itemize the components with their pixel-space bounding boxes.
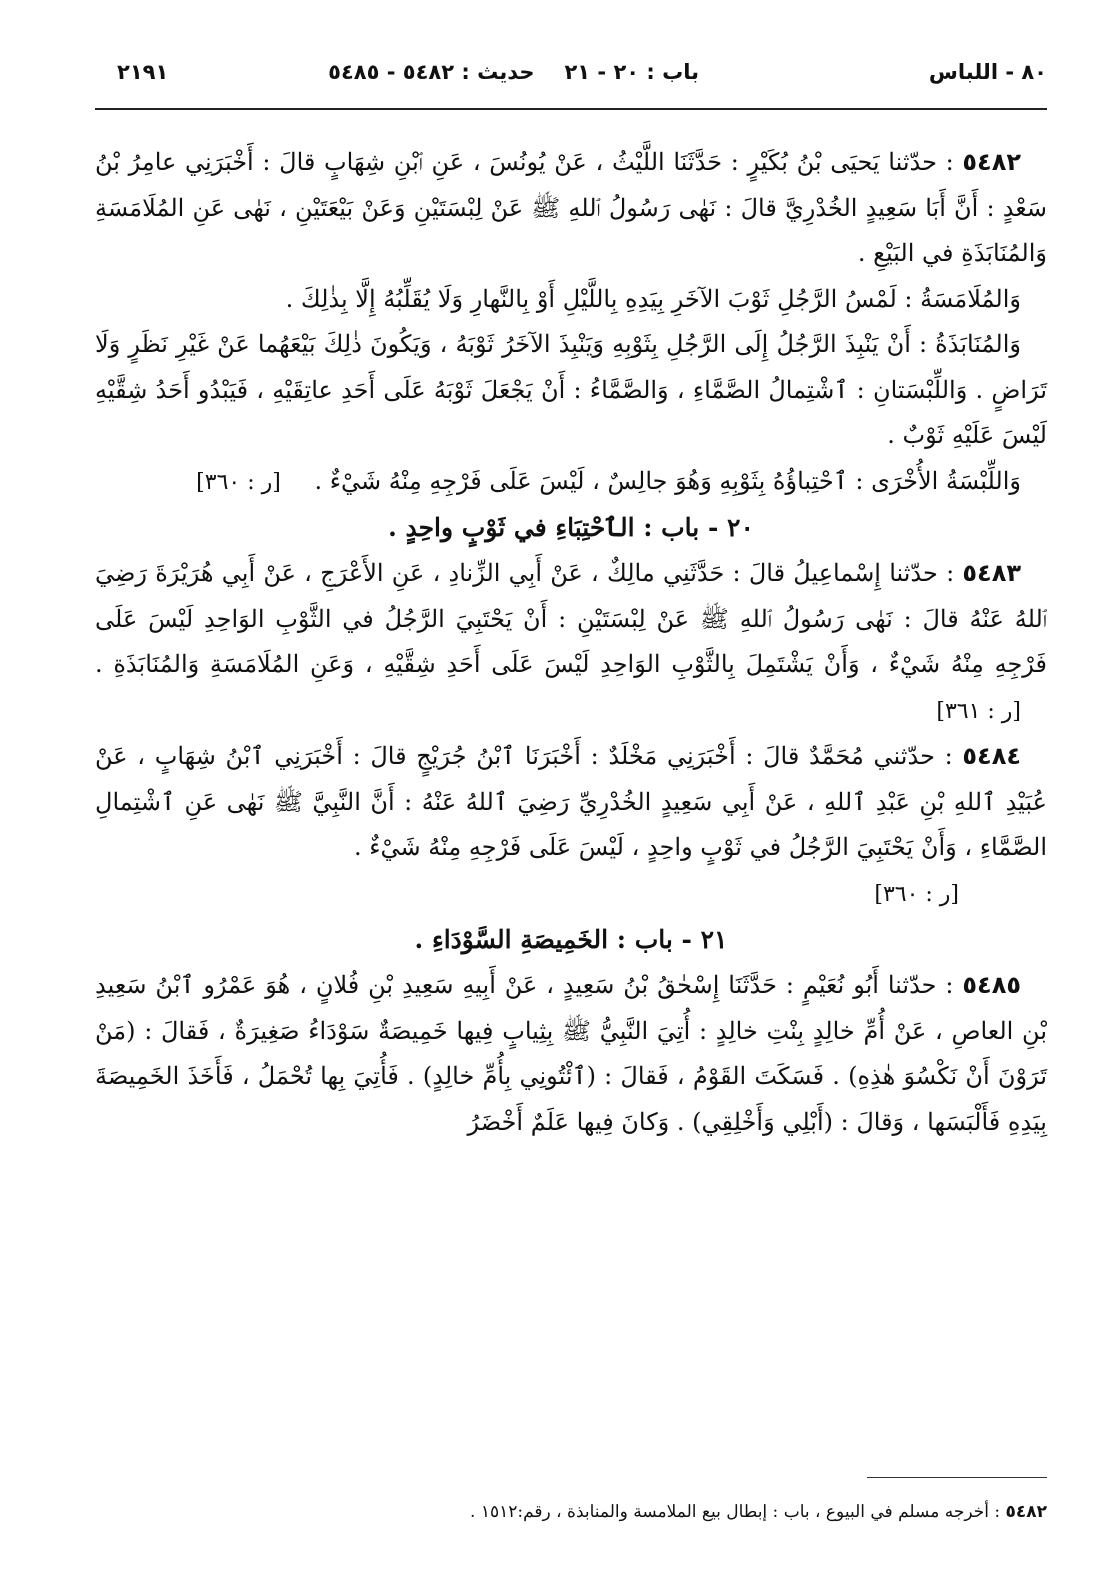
hadith-number: ٥٤٨٣ <box>962 559 1021 587</box>
hadith-5484-ref-line <box>95 871 1047 918</box>
cross-reference: [ر : ٣٦٠] <box>196 469 281 495</box>
hadith-text: : حدّثنا إِسْماعِيلُ قالَ : حَدَّثَنِي مالِكٌ ، عَنْ أَبِي الزِّنادِ ، عَنِ الأَعْرَجِ ، عَنْ أَبِي هُرَيْرَةَ رَضِيَ ٱللهُ عَنْهُ قالَ : نَهٰى رَسُولُ ٱللهِ ﷺ عَنْ لِبْسَتَيْنِ : أَنْ يَحْتَبِيَ الرَّجُلُ في الثَّوْبِ الوَاحِدِ لَيْسَ عَلَى فَرْجِهِ مِنْهُ شَيْءٌ ، وَأَنْ يَشْتَمِلَ بِالثَّوْبِ الوَاحِدِ لَيْسَ عَلَى أَحَدِ شِقَّيْهِ ، وَعَنِ المُلَامَسَةِ وَالمُنَابَذَةِ . <box>95 559 1047 678</box>
chapter-title: ٨٠ - اللباس <box>928 60 1047 84</box>
running-header <box>95 52 1047 92</box>
hadith-text: وَاللِّبْسَةُ الأُخْرَى : ٱحْتِباؤُهُ بِثَوْبِهِ وَهُوَ جالِسٌ ، لَيْسَ عَلَى فَرْجِهِ مِنْهُ شَيْءٌ . <box>314 466 1021 495</box>
hadith-text: : حدّثنا يَحيَى بْنُ بُكَيْرٍ : حَدَّثَنَا اللَّيْثُ ، عَنْ يُونُسَ ، عَنِ ٱبْنِ شِهَابٍ قالَ : أَخْبَرَنِي عامِرُ بْنُ سَعْدٍ : أَنَّ أَبَا سَعِيدٍ الخُدْرِيَّ قالَ : نَهٰى رَسُولُ ٱللهِ ﷺ عَنْ لِبْسَتَيْنِ وَعَنْ بَيْعَتَيْنِ ، نَهٰى عَنِ المُلَامَسَةِ وَالمُنَابَذَةِ في البَيْعِ . <box>95 148 1047 267</box>
main-text <box>95 140 1047 1145</box>
hadith-text: : حدّثني مُحَمَّدٌ قالَ : أَخْبَرَنِي مَخْلَدٌ : أَخْبَرَنَا ٱبْنُ جُرَيْجٍ قالَ : أَخْبَرَنِي ٱبْنُ شِهَابٍ ، عَنْ عُبَيْدِ ٱللهِ بْنِ عَبْدِ ٱللهِ ، عَنْ أَبِي سَعِيدٍ الخُدْرِيِّ رَضِيَ ٱللهُ عَنْهُ : أَنَّ النَّبِيَّ ﷺ نَهٰى عَنِ ٱشْتِمالِ الصَّمَّاءِ ، وَأَنْ يَحْتَبِيَ الرَّجُلُ في ثَوْبٍ واحِدٍ ، لَيْسَ عَلَى فَرْجِهِ مِنْهُ شَيْءٌ . <box>95 742 1047 861</box>
header-center <box>298 60 699 84</box>
bab-21-heading: ٢١ - باب : الخَمِيصَةِ السَّوْدَاءِ . <box>414 925 728 954</box>
book-page <box>95 52 1047 1552</box>
hadith-5482-para-libsa <box>95 459 1047 506</box>
hadith-5482-para-munabadha: وَالمُنَابَذَةُ : أَنْ يَنْبِذَ الرَّجُلُ إِلَى الرَّجُلِ بِثَوْبِهِ وَيَنْبِذَ الآخَرُ ثَوْبَهُ ، وَيَكُونَ ذٰلِكَ بَيْعَهُما عَنْ غَيْرِ نَظَرٍ وَلَا تَرَاضٍ . وَاللِّبْسَتانِ : ٱشْتِمالُ الصَّمَّاءِ ، وَالصَّمَّاءُ : أَنْ يَجْعَلَ ثَوْبَهُ عَلَى أَحَدِ عاتِقَيْهِ ، فَيَبْدُو أَحَدُ شِقَّيْهِ لَيْسَ عَلَيْهِ ثَوْبٌ . <box>95 330 1048 449</box>
footnote <box>95 1499 1047 1525</box>
header-bab-range: باب : ٢٠ - ٢١ <box>564 60 699 84</box>
hadith-5482 <box>95 140 1047 277</box>
hadith-number: ٥٤٨٢ <box>962 148 1021 176</box>
cross-reference: [ر : ٣٦٠] <box>874 881 959 907</box>
footnote-number: ٥٤٨٢ <box>1005 1502 1047 1522</box>
header-hadith-range: حديث : ٥٤٨٢ - ٥٤٨٥ <box>328 60 535 84</box>
bab-20-heading: ٢٠ - باب : الٱحْتِبَاءِ في ثَوْبٍ واحِدٍ . <box>388 513 754 542</box>
footnote-text: : أخرجه مسلم في البيوع ، باب : إبطال بيع الملامسة والمنابذة ، رقم:١٥١٢ . <box>470 1502 1001 1522</box>
hadith-5483 <box>95 551 1047 734</box>
hadith-5484 <box>95 734 1047 871</box>
page-number: ٢١٩١ <box>117 60 169 84</box>
hadith-5485 <box>95 963 1047 1145</box>
footnote-divider <box>867 1477 1047 1478</box>
hadith-text: : حدّثنا أَبُو نُعَيْمٍ : حَدَّثَنَا إِسْحٰقُ بْنُ سَعِيدٍ ، عَنْ أَبِيهِ سَعِيدِ بْنِ فُلانٍ ، هُوَ عَمْرُو ٱبْنُ سَعِيدِ بْنِ العاصِ ، عَنْ أُمِّ خالِدٍ بِنْتِ خالِدٍ : أُتِيَ النَّبِيُّ ﷺ بِثِيابٍ فِيها خَمِيصَةٌ سَوْدَاءُ صَغِيرَةٌ ، فَقالَ : (مَنْ تَرَوْنَ أَنْ نَكْسُوَ هٰذِهِ) . فَسَكَتَ القَوْمُ ، فَقالَ : (ٱئْتُونِي بِأُمِّ خالِدٍ) . فَأُتِيَ بِها تُحْمَلُ ، فَأَخَذَ الخَمِيصَةَ بِيَدِهِ فَأَلْبَسَها ، وَقالَ : (أَبْلِي وَأَخْلِقِي) . وَكانَ فِيها عَلَمٌ أَخْضَرُ <box>95 971 1048 1136</box>
hadith-5482-para-mulamasa: وَالمُلَامَسَةُ : لَمْسُ الرَّجُلِ ثَوْبَ الآخَرِ بِيَدِهِ بِاللَّيْلِ أَوْ بِالنَّهارِ وَلَا يُقَلِّبُهُ إِلَّا بِذٰلِكَ . <box>285 284 1021 313</box>
cross-reference: [ر : ٣٦١] <box>936 698 1021 724</box>
hadith-number: ٥٤٨٥ <box>962 971 1021 999</box>
hadith-number: ٥٤٨٤ <box>962 742 1021 770</box>
header-divider <box>95 108 1047 110</box>
